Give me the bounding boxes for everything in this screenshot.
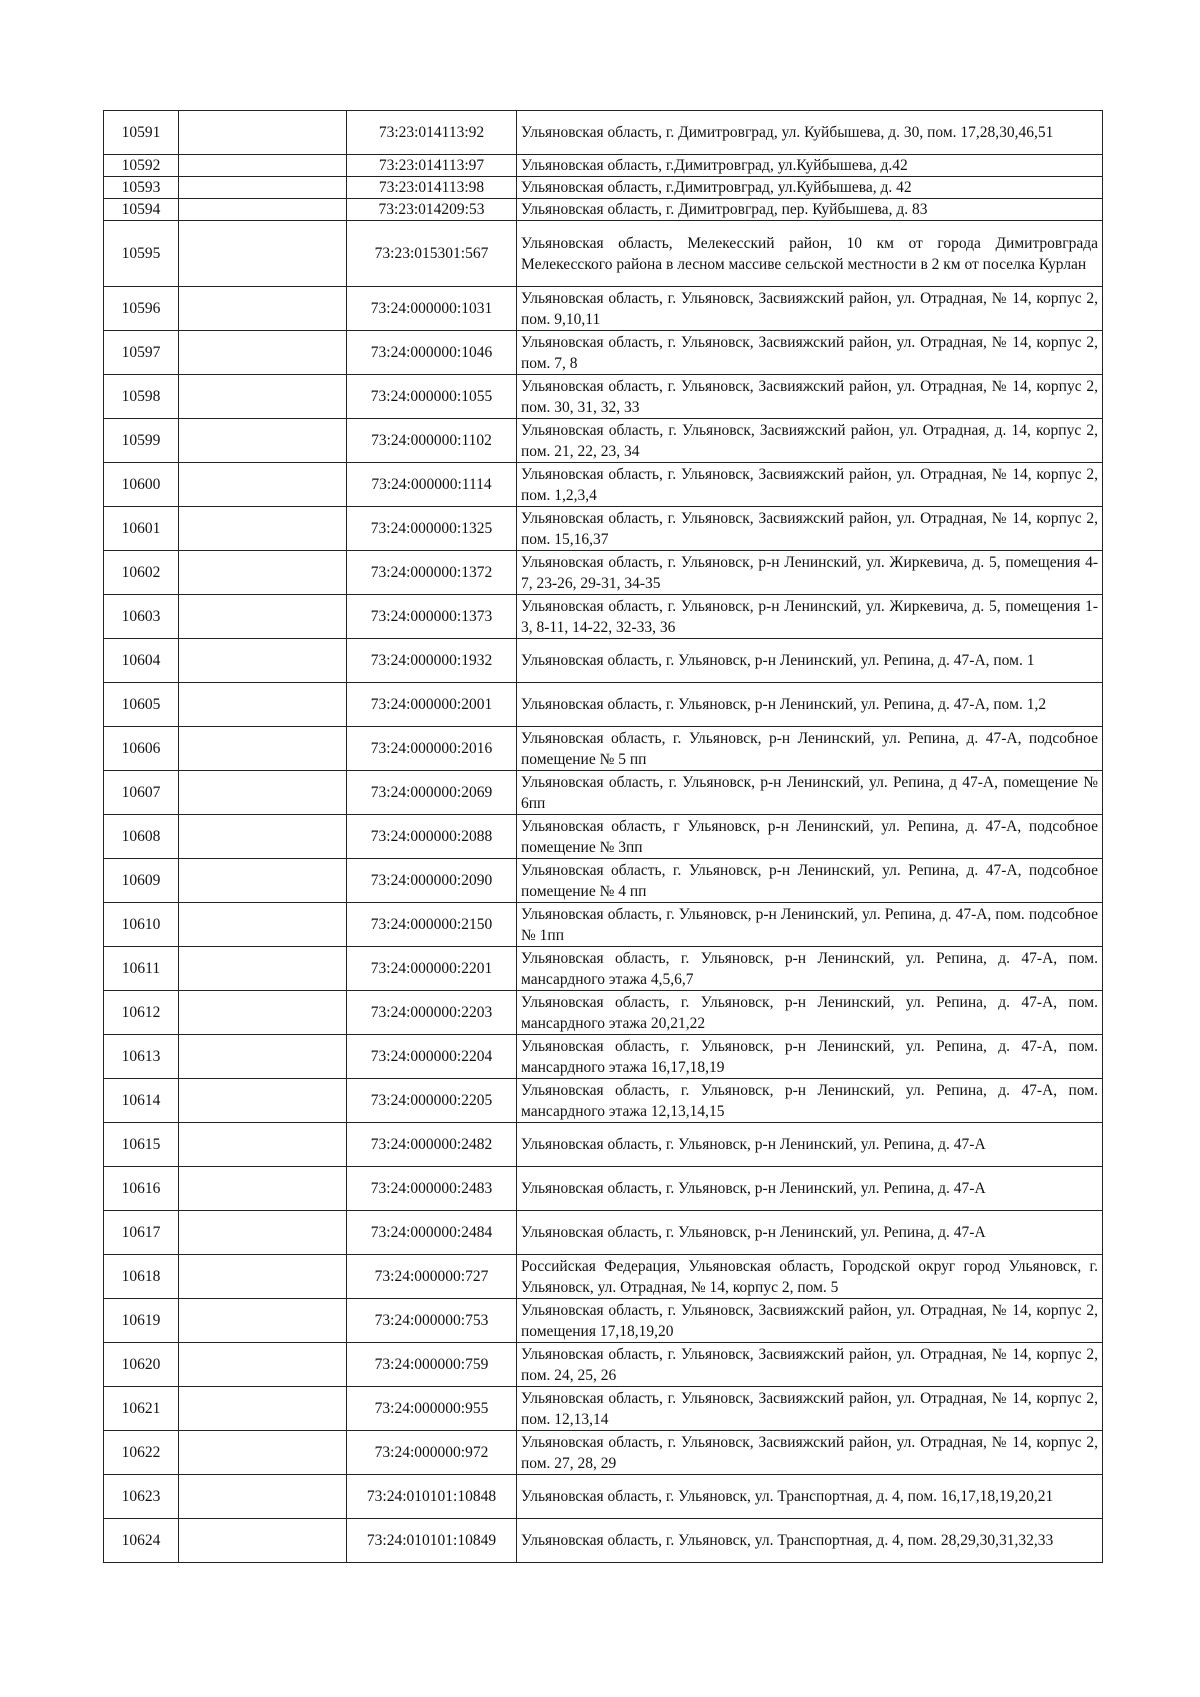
table-row	[104, 1343, 1103, 1387]
cadastral-number-cell: 73:24:000000:759	[347, 1343, 517, 1387]
row-number-cell: 10620	[104, 1343, 179, 1387]
address-cell: Ульяновская область, г. Ульяновск, Засвияжский район, ул. Отрадная, № 14, корпус 2, пом. 30, 31, 32, 33	[517, 375, 1103, 419]
cadastral-number-cell: 73:23:014113:98	[347, 177, 517, 199]
table-row	[104, 221, 1103, 287]
address-cell: Ульяновская область, г. Ульяновск, р-н Ленинский, ул. Жиркевича, д. 5, помещения 1-3, 8-11, 14-22, 32-33, 36	[517, 595, 1103, 639]
address-cell: Ульяновская область, г. Ульяновск, Засвияжский район, ул. Отрадная, № 14, корпус 2, пом. 27, 28, 29	[517, 1431, 1103, 1475]
table-row	[104, 1255, 1103, 1299]
address-cell: Ульяновская область, г. Ульяновск, р-н Ленинский, ул. Репина, д. 47-А, пом. мансардного этажа 20,21,22	[517, 991, 1103, 1035]
empty-cell	[179, 331, 347, 375]
table-row	[104, 331, 1103, 375]
address-cell: Российская Федерация, Ульяновская область, Городской округ город Ульяновск, г. Ульяновск, ул. Отрадная, № 14, корпус 2, пом. 5	[517, 1255, 1103, 1299]
table-row	[104, 1035, 1103, 1079]
row-number-cell: 10609	[104, 859, 179, 903]
address-cell: Ульяновская область, г. Ульяновск, Засвияжский район, ул. Отрадная, д. 14, корпус 2, пом. 21, 22, 23, 34	[517, 419, 1103, 463]
empty-cell	[179, 595, 347, 639]
table-row	[104, 683, 1103, 727]
address-cell: Ульяновская область, г. Ульяновск, р-н Ленинский, ул. Репина, д. 47-А, пом. мансардного этажа 4,5,6,7	[517, 947, 1103, 991]
table-row	[104, 155, 1103, 177]
row-number-cell: 10624	[104, 1519, 179, 1563]
table-row	[104, 375, 1103, 419]
empty-cell	[179, 287, 347, 331]
cadastral-number-cell: 73:23:014113:97	[347, 155, 517, 177]
address-cell: Ульяновская область, г. Ульяновск, р-н Ленинский, ул. Репина, д. 47-А, подсобное помещение № 4 пп	[517, 859, 1103, 903]
empty-cell	[179, 771, 347, 815]
table-row	[104, 639, 1103, 683]
cadastral-number-cell: 73:24:000000:2484	[347, 1211, 517, 1255]
address-cell: Ульяновская область, г. Ульяновск, Засвияжский район, ул. Отрадная, № 14, корпус 2, пом. 7, 8	[517, 331, 1103, 375]
empty-cell	[179, 111, 347, 155]
address-cell: Ульяновская область, г. Ульяновск, р-н Ленинский, ул. Репина, д 47-А, помещение № 6пп	[517, 771, 1103, 815]
empty-cell	[179, 991, 347, 1035]
row-number-cell: 10595	[104, 221, 179, 287]
row-number-cell: 10618	[104, 1255, 179, 1299]
empty-cell	[179, 1123, 347, 1167]
row-number-cell: 10619	[104, 1299, 179, 1343]
table-row	[104, 1519, 1103, 1563]
address-cell: Ульяновская область, г. Ульяновск, ул. Транспортная, д. 4, пом. 16,17,18,19,20,21	[517, 1475, 1103, 1519]
table-row	[104, 1167, 1103, 1211]
row-number-cell: 10607	[104, 771, 179, 815]
address-cell: Ульяновская область, г. Ульяновск, р-н Ленинский, ул. Репина, д. 47-А, пом. мансардного этажа 12,13,14,15	[517, 1079, 1103, 1123]
cadastral-number-cell: 73:24:000000:1325	[347, 507, 517, 551]
cadastral-number-cell: 73:24:000000:2090	[347, 859, 517, 903]
cadastral-number-cell: 73:24:000000:1031	[347, 287, 517, 331]
address-cell: Ульяновская область, г. Ульяновск, Засвияжский район, ул. Отрадная, № 14, корпус 2, пом. 24, 25, 26	[517, 1343, 1103, 1387]
empty-cell	[179, 1387, 347, 1431]
cadastral-number-cell: 73:24:000000:1373	[347, 595, 517, 639]
cadastral-number-cell: 73:23:015301:567	[347, 221, 517, 287]
cadastral-number-cell: 73:24:000000:2001	[347, 683, 517, 727]
address-cell: Ульяновская область, г.Димитровград, ул.Куйбышева, д.42	[517, 155, 1103, 177]
empty-cell	[179, 1079, 347, 1123]
empty-cell	[179, 1255, 347, 1299]
row-number-cell: 10604	[104, 639, 179, 683]
address-cell: Ульяновская область, Мелекесский район, 10 км от города Димитровграда Мелекесского района в лесном массиве сельской местности в 2 км от поселка Курлан	[517, 221, 1103, 287]
row-number-cell: 10613	[104, 1035, 179, 1079]
empty-cell	[179, 1431, 347, 1475]
address-cell: Ульяновская область, г. Ульяновск, ул. Транспортная, д. 4, пом. 28,29,30,31,32,33	[517, 1519, 1103, 1563]
document-page	[103, 110, 1102, 1563]
cadastral-number-cell: 73:24:000000:1102	[347, 419, 517, 463]
cadastral-number-cell: 73:24:010101:10848	[347, 1475, 517, 1519]
empty-cell	[179, 419, 347, 463]
table-row	[104, 199, 1103, 221]
row-number-cell: 10615	[104, 1123, 179, 1167]
table-row	[104, 903, 1103, 947]
empty-cell	[179, 683, 347, 727]
table-row	[104, 1079, 1103, 1123]
empty-cell	[179, 1475, 347, 1519]
address-cell: Ульяновская область, г. Ульяновск, Засвияжский район, ул. Отрадная, № 14, корпус 2, пом. 9,10,11	[517, 287, 1103, 331]
empty-cell	[179, 639, 347, 683]
table-row	[104, 595, 1103, 639]
table-row	[104, 1299, 1103, 1343]
cadastral-number-cell: 73:24:010101:10849	[347, 1519, 517, 1563]
empty-cell	[179, 727, 347, 771]
row-number-cell: 10601	[104, 507, 179, 551]
cadastral-number-cell: 73:24:000000:2069	[347, 771, 517, 815]
empty-cell	[179, 199, 347, 221]
table-row	[104, 1387, 1103, 1431]
empty-cell	[179, 903, 347, 947]
table-row	[104, 815, 1103, 859]
table-row	[104, 859, 1103, 903]
row-number-cell: 10621	[104, 1387, 179, 1431]
empty-cell	[179, 507, 347, 551]
row-number-cell: 10597	[104, 331, 179, 375]
row-number-cell: 10603	[104, 595, 179, 639]
row-number-cell: 10600	[104, 463, 179, 507]
row-number-cell: 10608	[104, 815, 179, 859]
table-row	[104, 991, 1103, 1035]
cadastral-number-cell: 73:24:000000:2205	[347, 1079, 517, 1123]
address-cell: Ульяновская область, г. Ульяновск, р-н Ленинский, ул. Репина, д. 47-А, пом. 1,2	[517, 683, 1103, 727]
empty-cell	[179, 1035, 347, 1079]
address-cell: Ульяновская область, г. Димитровград, пер. Куйбышева, д. 83	[517, 199, 1103, 221]
row-number-cell: 10606	[104, 727, 179, 771]
table-row	[104, 1475, 1103, 1519]
empty-cell	[179, 1211, 347, 1255]
address-cell: Ульяновская область, г. Ульяновск, р-н Ленинский, ул. Репина, д. 47-А, пом. 1	[517, 639, 1103, 683]
address-cell: Ульяновская область, г. Ульяновск, Засвияжский район, ул. Отрадная, № 14, корпус 2, пом. 15,16,37	[517, 507, 1103, 551]
row-number-cell: 10623	[104, 1475, 179, 1519]
row-number-cell: 10610	[104, 903, 179, 947]
address-cell: Ульяновская область, г. Ульяновск, р-н Ленинский, ул. Репина, д. 47-А, пом. мансардного этажа 16,17,18,19	[517, 1035, 1103, 1079]
table-row	[104, 1211, 1103, 1255]
address-cell: Ульяновская область, г Ульяновск, р-н Ленинский, ул. Репина, д. 47-А, подсобное помещение № 3пп	[517, 815, 1103, 859]
row-number-cell: 10617	[104, 1211, 179, 1255]
cadastral-number-cell: 73:24:000000:2088	[347, 815, 517, 859]
cadastral-number-cell: 73:24:000000:1114	[347, 463, 517, 507]
row-number-cell: 10594	[104, 199, 179, 221]
address-cell: Ульяновская область, г. Ульяновск, р-н Ленинский, ул. Репина, д. 47-А	[517, 1123, 1103, 1167]
cadastral-number-cell: 73:24:000000:2483	[347, 1167, 517, 1211]
empty-cell	[179, 551, 347, 595]
row-number-cell: 10598	[104, 375, 179, 419]
cadastral-number-cell: 73:24:000000:1055	[347, 375, 517, 419]
table-row	[104, 1431, 1103, 1475]
empty-cell	[179, 947, 347, 991]
cadastral-number-cell: 73:23:014209:53	[347, 199, 517, 221]
row-number-cell: 10596	[104, 287, 179, 331]
table-row	[104, 419, 1103, 463]
address-cell: Ульяновская область, г. Ульяновск, р-н Ленинский, ул. Репина, д. 47-А, подсобное помещение № 5 пп	[517, 727, 1103, 771]
empty-cell	[179, 1167, 347, 1211]
cadastral-number-cell: 73:24:000000:2204	[347, 1035, 517, 1079]
address-cell: Ульяновская область, г. Ульяновск, Засвияжский район, ул. Отрадная, № 14, корпус 2, пом. 1,2,3,4	[517, 463, 1103, 507]
address-cell: Ульяновская область, г. Ульяновск, р-н Ленинский, ул. Репина, д. 47-А	[517, 1211, 1103, 1255]
property-registry-table	[103, 110, 1103, 1563]
address-cell: Ульяновская область, г. Димитровград, ул. Куйбышева, д. 30, пом. 17,28,30,46,51	[517, 111, 1103, 155]
row-number-cell: 10605	[104, 683, 179, 727]
cadastral-number-cell: 73:24:000000:1046	[347, 331, 517, 375]
empty-cell	[179, 463, 347, 507]
row-number-cell: 10612	[104, 991, 179, 1035]
address-cell: Ульяновская область, г. Ульяновск, Засвияжский район, ул. Отрадная, № 14, корпус 2, пом. 12,13,14	[517, 1387, 1103, 1431]
empty-cell	[179, 375, 347, 419]
address-cell: Ульяновская область, г. Ульяновск, Засвияжский район, ул. Отрадная, № 14, корпус 2, помещения 17,18,19,20	[517, 1299, 1103, 1343]
row-number-cell: 10602	[104, 551, 179, 595]
empty-cell	[179, 155, 347, 177]
empty-cell	[179, 177, 347, 199]
cadastral-number-cell: 73:24:000000:2482	[347, 1123, 517, 1167]
cadastral-number-cell: 73:24:000000:2201	[347, 947, 517, 991]
cadastral-number-cell: 73:24:000000:1932	[347, 639, 517, 683]
table-row	[104, 727, 1103, 771]
table-row	[104, 287, 1103, 331]
address-cell: Ульяновская область, г. Ульяновск, р-н Ленинский, ул. Репина, д. 47-А	[517, 1167, 1103, 1211]
empty-cell	[179, 1299, 347, 1343]
table-row	[104, 947, 1103, 991]
cadastral-number-cell: 73:24:000000:2016	[347, 727, 517, 771]
cadastral-number-cell: 73:24:000000:972	[347, 1431, 517, 1475]
address-cell: Ульяновская область, г.Димитровград, ул.Куйбышева, д. 42	[517, 177, 1103, 199]
row-number-cell: 10592	[104, 155, 179, 177]
row-number-cell: 10591	[104, 111, 179, 155]
table-row	[104, 551, 1103, 595]
empty-cell	[179, 221, 347, 287]
table-row	[104, 463, 1103, 507]
row-number-cell: 10599	[104, 419, 179, 463]
row-number-cell: 10614	[104, 1079, 179, 1123]
cadastral-number-cell: 73:24:000000:2203	[347, 991, 517, 1035]
table-row	[104, 111, 1103, 155]
cadastral-number-cell: 73:24:000000:955	[347, 1387, 517, 1431]
row-number-cell: 10622	[104, 1431, 179, 1475]
row-number-cell: 10616	[104, 1167, 179, 1211]
table-row	[104, 1123, 1103, 1167]
row-number-cell: 10593	[104, 177, 179, 199]
empty-cell	[179, 1519, 347, 1563]
cadastral-number-cell: 73:24:000000:727	[347, 1255, 517, 1299]
cadastral-number-cell: 73:24:000000:2150	[347, 903, 517, 947]
empty-cell	[179, 859, 347, 903]
address-cell: Ульяновская область, г. Ульяновск, р-н Ленинский, ул. Репина, д. 47-А, пом. подсобное № 1пп	[517, 903, 1103, 947]
cadastral-number-cell: 73:24:000000:1372	[347, 551, 517, 595]
empty-cell	[179, 1343, 347, 1387]
table-row	[104, 177, 1103, 199]
cadastral-number-cell: 73:23:014113:92	[347, 111, 517, 155]
cadastral-number-cell: 73:24:000000:753	[347, 1299, 517, 1343]
table-row	[104, 771, 1103, 815]
table-row	[104, 507, 1103, 551]
row-number-cell: 10611	[104, 947, 179, 991]
empty-cell	[179, 815, 347, 859]
address-cell: Ульяновская область, г. Ульяновск, р-н Ленинский, ул. Жиркевича, д. 5, помещения 4-7, 23-26, 29-31, 34-35	[517, 551, 1103, 595]
